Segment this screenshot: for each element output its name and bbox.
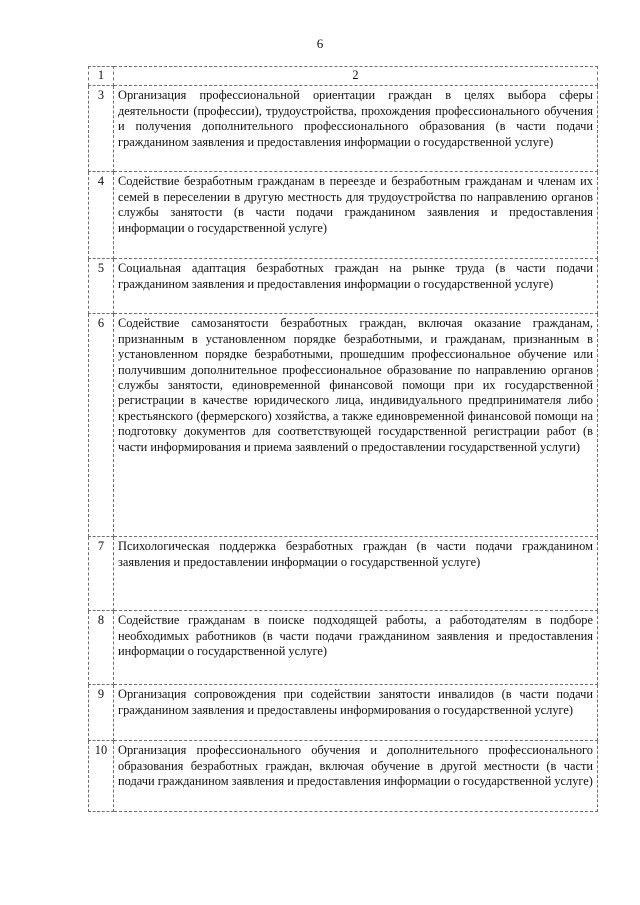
table-row xyxy=(89,172,598,259)
row-number: 7 xyxy=(89,537,114,611)
table-row xyxy=(89,685,598,741)
table-row xyxy=(89,86,598,172)
table-row xyxy=(89,741,598,812)
table-row xyxy=(89,259,598,314)
services-table xyxy=(88,66,598,812)
row-text: Организация сопровождения при содействии занятости инвалидов (в части подачи гражданином заявления и предоставлены информирования о государственной услуге) xyxy=(114,685,598,741)
header-cell-number: 1 xyxy=(89,67,114,86)
row-number: 3 xyxy=(89,86,114,172)
row-text: Содействие гражданам в поиске подходящей работы, а работодателям в подборе необходимых работников (в части подачи гражданином заявления и предоставления информации о государственной услуге) xyxy=(114,611,598,685)
row-text: Организация профессионального обучения и дополнительного профессионального образования безработных граждан, включая обучение в другой местности (в части подачи гражданином заявления и предоставления информации о государственной услуге) xyxy=(114,741,598,812)
row-text: Содействие безработным гражданам в переезде и безработным гражданам и членам их семей в переселении в другую местность для трудоустройства по направлению органов службы занятости (в части подачи гражданином заявления и предоставления информации о государственной услуге) xyxy=(114,172,598,259)
header-cell-description: 2 xyxy=(114,67,598,86)
row-number: 4 xyxy=(89,172,114,259)
row-text: Содействие самозанятости безработных граждан, включая оказание гражданам, признанным в установленном порядке безработными, и гражданам, признанным в установленном порядке безработными, прошедшим профессиональное обучение или получившим дополнительное профессиональное образование по направлению органов службы занятости, единовременной финансовой помощи при их государственной регистрации в качестве юридического лица, индивидуального предпринимателя либо крестьянского (фермерского) хозяйства, а также единовременной финансовой помощи на подготовку документов для соответствующей государственной регистрации работ (в части информирования и приема заявлений о предоставлении государственной услуги) xyxy=(114,314,598,537)
table-row xyxy=(89,537,598,611)
table-row xyxy=(89,314,598,537)
table-row xyxy=(89,611,598,685)
row-text: Социальная адаптация безработных граждан на рынке труда (в части подачи гражданином заявления и предоставления информации о государственной услуге) xyxy=(114,259,598,314)
row-number: 8 xyxy=(89,611,114,685)
row-number: 6 xyxy=(89,314,114,537)
row-text: Психологическая поддержка безработных граждан (в части подачи гражданином заявления и предоставлении информации о государственной услуге) xyxy=(114,537,598,611)
row-number: 9 xyxy=(89,685,114,741)
row-number: 5 xyxy=(89,259,114,314)
row-text: Организация профессиональной ориентации граждан в целях выбора сферы деятельности (профессии), трудоустройства, прохождения профессионального обучения и получения дополнительного профессионального образования (в части подачи гражданином заявления и предоставления информации о государственной услуге) xyxy=(114,86,598,172)
table-header-row xyxy=(89,67,598,86)
row-number: 10 xyxy=(89,741,114,812)
page-number: 6 xyxy=(316,36,324,51)
